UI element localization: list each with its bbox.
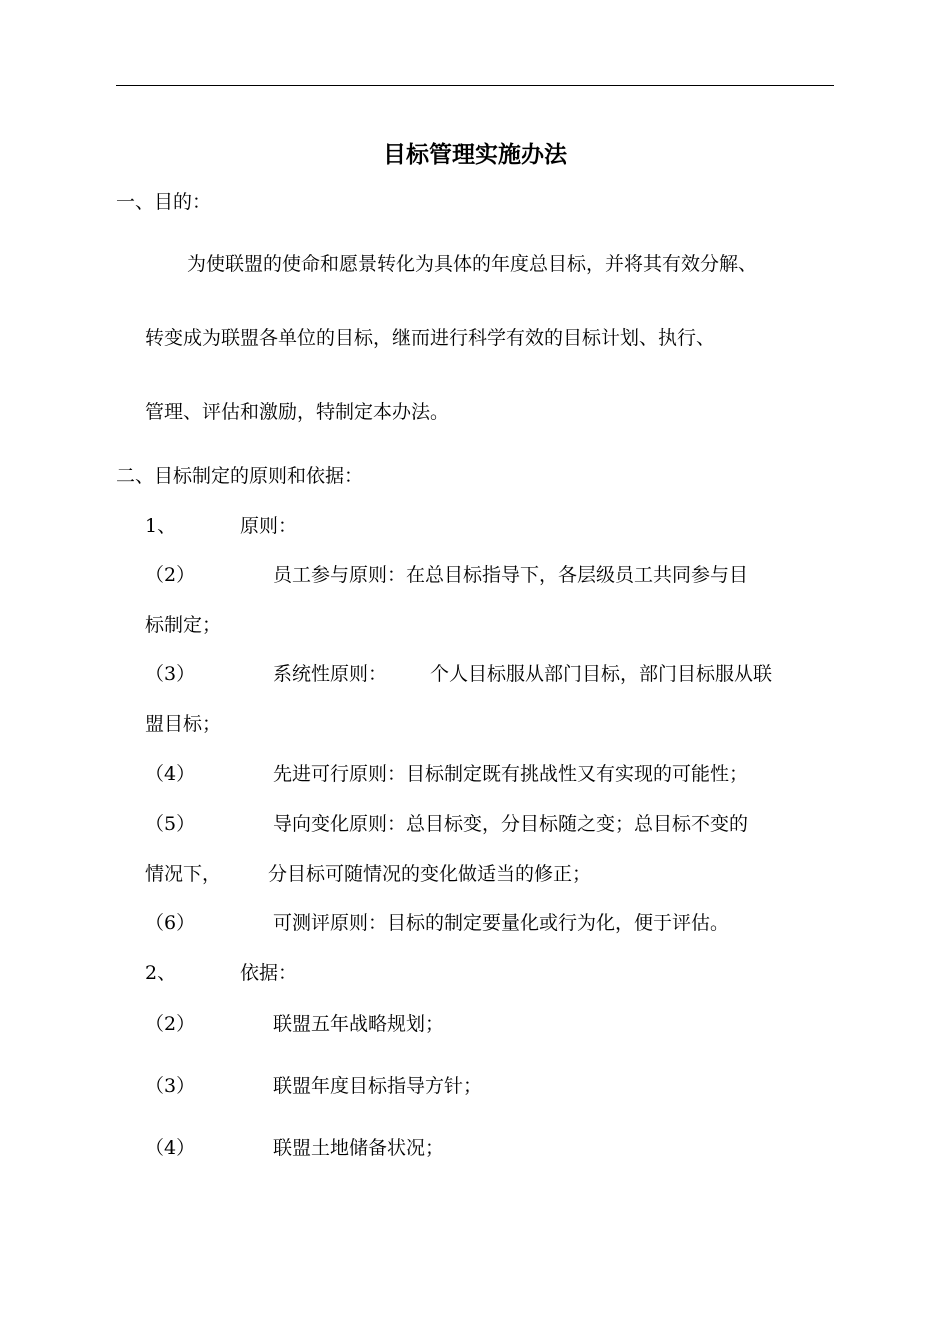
principle-6-number: （6） (145, 912, 196, 934)
principle-5-number: （5） (145, 813, 196, 835)
basis-2-text: 联盟五年战略规划； (273, 1013, 445, 1035)
principle-2-text: 员工参与原则：在总目标指导下，各层级员工共同参与目 (273, 564, 749, 586)
header-rule (116, 85, 834, 86)
purpose-paragraph-line-3: 管理、评估和激励，特制定本办法。 (145, 401, 450, 423)
principle-5-text: 导向变化原则：总目标变，分目标随之变；总目标不变的 (273, 813, 749, 835)
section-1-heading: 一、目的： (116, 191, 212, 213)
sub-1-number: 1、 (145, 515, 177, 537)
principle-5-continuation: 情况下， (145, 863, 222, 885)
purpose-paragraph-line-1: 为使联盟的使命和愿景转化为具体的年度总目标，并将其有效分解、 (187, 253, 758, 275)
principle-6-text: 可测评原则：目标的制定要量化或行为化，便于评估。 (273, 912, 730, 934)
principle-3-continuation: 盟目标； (145, 713, 222, 735)
purpose-paragraph-line-2: 转变成为联盟各单位的目标，继而进行科学有效的目标计划、执行、 (145, 327, 716, 349)
principle-3-text-2: 个人目标服从部门目标，部门目标服从联 (430, 663, 773, 685)
basis-3-number: （3） (145, 1075, 196, 1097)
principle-5-continuation-2: 分目标可随情况的变化做适当的修正； (268, 863, 592, 885)
principle-2-continuation: 标制定； (145, 614, 222, 636)
principle-3-text: 系统性原则： (273, 663, 388, 685)
principle-2-number: （2） (145, 564, 196, 586)
basis-3-text: 联盟年度目标指导方针； (273, 1075, 483, 1097)
principle-4-number: （4） (145, 763, 196, 785)
principle-3-number: （3） (145, 663, 196, 685)
section-2-heading: 二、目标制定的原则和依据： (116, 465, 364, 487)
sub-1-label: 原则： (240, 515, 298, 537)
sub-2-number: 2、 (145, 962, 177, 984)
basis-4-text: 联盟土地储备状况； (273, 1137, 445, 1159)
principle-4-text: 先进可行原则：目标制定既有挑战性又有实现的可能性； (273, 763, 749, 785)
document-title: 目标管理实施办法 (383, 142, 567, 168)
sub-2-label: 依据： (240, 962, 298, 984)
basis-4-number: （4） (145, 1137, 196, 1159)
basis-2-number: （2） (145, 1013, 196, 1035)
